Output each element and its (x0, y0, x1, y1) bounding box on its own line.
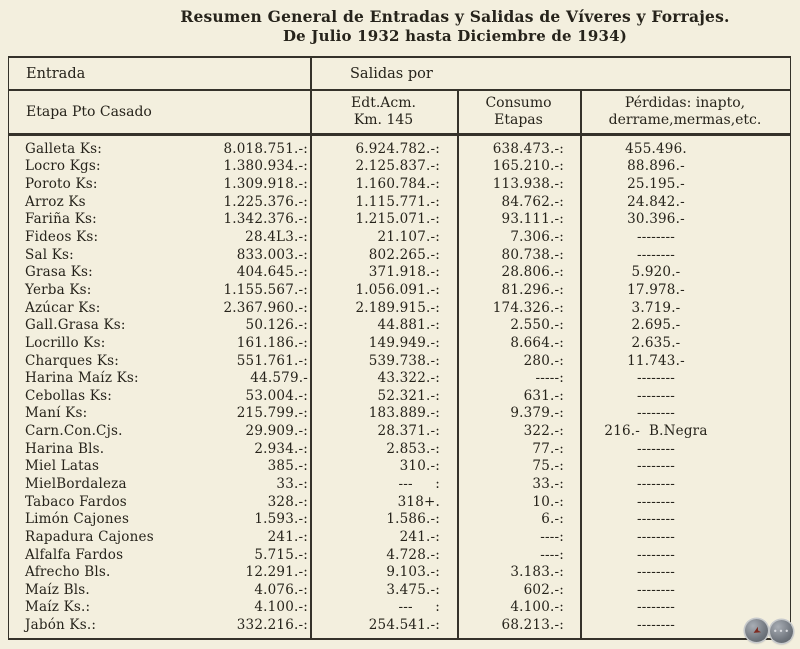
header-consumo-line1: Consumo (485, 95, 552, 111)
header-col-perdidas (580, 91, 790, 133)
row-label: Yerba Ks: (25, 281, 92, 298)
entrada-value: 4.100.-: (254, 599, 308, 616)
row-label: Locro Kgs: (25, 158, 101, 175)
entrada-value: 404.645.-: (236, 264, 308, 281)
row-label: Harina Bls. (25, 440, 105, 457)
table-row (9, 281, 790, 299)
edt-acm-value: 1.215.071.-: (355, 211, 440, 228)
entrada-value: 4.076.-: (254, 581, 308, 598)
header-col-consumo (457, 91, 580, 133)
entrada-value: 332.216.-: (236, 617, 308, 634)
entrada-value: 385.-: (267, 458, 308, 475)
edt-acm-value: 9.103.-: (386, 564, 440, 581)
consumo-value: 113.938.-: (492, 176, 564, 193)
perdidas-value: 24.842.- (627, 193, 685, 210)
table-row (9, 316, 790, 334)
header-edt-line1: Edt.Acm. (351, 95, 416, 111)
perdidas-value: -------- (636, 387, 676, 404)
perdidas-value: 17.978.- (627, 281, 685, 298)
table-row (9, 175, 790, 193)
edt-acm-value: 1.586.-: (386, 511, 440, 528)
row-label: Harina Maíz Ks: (25, 370, 139, 387)
entrada-value: 44.579.- (250, 370, 308, 387)
row-label: Cebollas Ks: (25, 387, 112, 404)
header-row-1 (9, 58, 790, 89)
perdidas-value: -------- (636, 458, 676, 475)
perdidas-value: -------- (636, 546, 676, 563)
consumo-value: 7.306.-: (510, 229, 564, 246)
consumo-value: 4.100.-: (510, 599, 564, 616)
horizontal-rule-2 (9, 133, 790, 136)
row-label: Afrecho Bls. (25, 564, 111, 581)
consumo-value: 81.296.-: (501, 281, 564, 298)
header-perdidas-line1: Pérdidas: inapto, (624, 95, 746, 111)
document-title (110, 7, 800, 46)
consumo-value: ----: (540, 528, 564, 545)
entrada-value: 1.155.567.-: (223, 281, 308, 298)
perdidas-value: 455.496. (625, 140, 687, 157)
edt-acm-value: 371.918.-: (368, 264, 440, 281)
perdidas-value: 216.- B.Negra (604, 423, 708, 440)
entrada-value: 29.909.-: (245, 423, 308, 440)
table-row (9, 228, 790, 246)
consumo-value: 75.-: (532, 458, 564, 475)
entrada-value: 2.934.-: (254, 440, 308, 457)
row-label: Galleta Ks: (25, 140, 102, 157)
edt-acm-value: 1.115.771.-: (355, 193, 440, 210)
consumo-value: 602.-: (523, 581, 564, 598)
row-label: MielBordaleza (25, 475, 127, 492)
table-row (9, 299, 790, 317)
entrada-value: 1.593.-: (254, 511, 308, 528)
edt-acm-value: 3.475.-: (386, 581, 440, 598)
edt-acm-value: 44.881.-: (377, 317, 440, 334)
entrada-value: 33.-: (276, 475, 308, 492)
row-label: Sal Ks: (25, 246, 74, 263)
perdidas-value: -------- (636, 405, 676, 422)
header-entrada: Entrada (26, 65, 86, 82)
entrada-value: 53.004.-: (245, 387, 308, 404)
entrada-value: 551.761.-: (236, 352, 308, 369)
perdidas-value: -------- (636, 581, 676, 598)
consumo-value: 77.-: (532, 440, 564, 457)
entrada-value: 1.380.934.-: (223, 158, 308, 175)
perdidas-value: -------- (636, 440, 676, 457)
consumo-value: 84.762.-: (501, 193, 564, 210)
header-salidas-por: Salidas por (350, 65, 433, 82)
edt-acm-value: 539.738.-: (368, 352, 440, 369)
consumo-value: ----: (540, 546, 564, 563)
entrada-value: 328.-: (267, 493, 308, 510)
table-row (9, 546, 790, 564)
consumo-value: 6.-: (541, 511, 564, 528)
row-label: Maní Ks: (25, 405, 88, 422)
consumo-value: 174.326.-: (492, 299, 564, 316)
edt-acm-value: 43.322.-: (377, 370, 440, 387)
arrow-icon: ➤ (750, 623, 763, 638)
row-label: Rapadura Cajones (25, 528, 154, 545)
edt-acm-value: 241.-: (399, 528, 440, 545)
consumo-value: 8.664.-: (510, 334, 564, 351)
perdidas-value: -------- (636, 370, 676, 387)
table-row (9, 140, 790, 158)
table-row (9, 405, 790, 423)
perdidas-value: 3.719.- (631, 299, 681, 316)
table-row (9, 475, 790, 493)
table-row (9, 263, 790, 281)
edt-acm-value: 52.321.-: (377, 387, 440, 404)
perdidas-value: 11.743.- (627, 352, 685, 369)
edt-acm-value: 318+. (397, 493, 440, 510)
overlay-more-button[interactable] (770, 620, 793, 643)
row-label: Alfalfa Fardos (25, 546, 124, 563)
row-label: Fariña Ks: (25, 211, 97, 228)
consumo-value: 631.-: (523, 387, 564, 404)
entrada-value: 161.186.-: (236, 334, 308, 351)
header-perdidas-line2: derrame,mermas,etc. (608, 112, 762, 128)
edt-acm-value: 2.189.915.-: (355, 299, 440, 316)
table-row (9, 599, 790, 617)
perdidas-value: -------- (636, 493, 676, 510)
edt-acm-value: 310.-: (399, 458, 440, 475)
perdidas-value: -------- (636, 511, 676, 528)
row-label: Gall.Grasa Ks: (25, 317, 126, 334)
entrada-value: 5.715.-: (254, 546, 308, 563)
perdidas-value: 5.920.- (631, 264, 681, 281)
table-body (9, 140, 790, 634)
edt-acm-value: --- : (398, 475, 440, 492)
edt-acm-value: 6.924.782.-: (355, 140, 440, 157)
entrada-value: 241.-: (267, 528, 308, 545)
consumo-value: 93.111.-: (501, 211, 564, 228)
perdidas-value: 2.695.- (631, 317, 681, 334)
perdidas-value: 2.635.- (631, 334, 681, 351)
row-label: Fideos Ks: (25, 229, 99, 246)
perdidas-value: -------- (636, 564, 676, 581)
table-row (9, 158, 790, 176)
title-line-2: De Julio 1932 hasta Diciembre de 1934) (282, 27, 628, 45)
perdidas-value: -------- (636, 475, 676, 492)
ellipsis-icon: ••• (772, 626, 791, 636)
row-label: Carn.Con.Cjs. (25, 423, 123, 440)
entrada-value: 1.309.918.-: (223, 176, 308, 193)
table-row (9, 528, 790, 546)
edt-acm-value: 2.125.837.-: (355, 158, 440, 175)
header-row-2 (9, 91, 790, 133)
row-label: Jabón Ks.: (25, 617, 97, 634)
entrada-value: 2.367.960.-: (223, 299, 308, 316)
entrada-value: 215.799.-: (236, 405, 308, 422)
table-row (9, 510, 790, 528)
entrada-value: 50.126.-: (245, 317, 308, 334)
consumo-value: 68.213.-: (501, 617, 564, 634)
edt-acm-value: 1.056.091.-: (355, 281, 440, 298)
edt-acm-value: 254.541.-: (368, 617, 440, 634)
consumo-value: 28.806.-: (501, 264, 564, 281)
edt-acm-value: 1.160.784.-: (355, 176, 440, 193)
perdidas-value: -------- (636, 599, 676, 616)
header-etapa-label: Etapa Pto Casado (26, 103, 152, 120)
table-row (9, 581, 790, 599)
consumo-value: 10.-: (532, 493, 564, 510)
consumo-value: 322.-: (523, 423, 564, 440)
row-label: Miel Latas (25, 458, 100, 475)
entrada-value: 833.003.-: (236, 246, 308, 263)
row-label: Charques Ks: (25, 352, 120, 369)
row-label: Grasa Ks: (25, 264, 93, 281)
row-label: Maíz Bls. (25, 581, 90, 598)
row-label: Tabaco Fardos (25, 493, 127, 510)
header-edt-line2: Km. 145 (353, 112, 414, 128)
consumo-value: 638.473.-: (492, 140, 564, 157)
table-row (9, 493, 790, 511)
edt-acm-value: 149.949.-: (368, 334, 440, 351)
entrada-value: 1.225.376.-: (223, 193, 308, 210)
perdidas-value: -------- (636, 528, 676, 545)
consumo-value: 9.379.-: (510, 405, 564, 422)
edt-acm-value: 183.889.-: (368, 405, 440, 422)
edt-acm-value: 4.728.-: (386, 546, 440, 563)
entrada-value: 1.342.376.-: (223, 211, 308, 228)
row-label: Limón Cajones (25, 511, 130, 528)
perdidas-value: -------- (636, 229, 676, 246)
table-row (9, 440, 790, 458)
row-label: Azúcar Ks: (25, 299, 101, 316)
consumo-value: 33.-: (532, 475, 564, 492)
edt-acm-value: 802.265.-: (368, 246, 440, 263)
row-label: Maíz Ks.: (25, 599, 91, 616)
table-row (9, 458, 790, 476)
consumo-value: 165.210.-: (492, 158, 564, 175)
edt-acm-value: 2.853.-: (386, 440, 440, 457)
row-label: Arroz Ks (25, 193, 86, 210)
perdidas-value: 30.396.- (627, 211, 685, 228)
perdidas-value: 25.195.- (627, 176, 685, 193)
perdidas-value: 88.896.- (627, 158, 685, 175)
edt-acm-value: 21.107.-: (377, 229, 440, 246)
consumo-value: 3.183.-: (510, 564, 564, 581)
entrada-value: 12.291.-: (245, 564, 308, 581)
table-row (9, 334, 790, 352)
edt-acm-value: --- : (398, 599, 440, 616)
table-row (9, 563, 790, 581)
header-col-edt-acm (310, 91, 457, 133)
table-row (9, 616, 790, 634)
entrada-value: 28.4L3.-: (245, 229, 308, 246)
edt-acm-value: 28.371.-: (377, 423, 440, 440)
title-line-1: Resumen General de Entradas y Salidas de Víveres y Forrajes. (180, 7, 730, 26)
perdidas-value: -------- (636, 246, 676, 263)
consumo-value: 280.-: (523, 352, 564, 369)
consumo-value: 80.738.-: (501, 246, 564, 263)
table-row (9, 211, 790, 229)
overlay-arrow-button[interactable] (745, 619, 768, 642)
table-row (9, 352, 790, 370)
row-label: Locrillo Ks: (25, 334, 106, 351)
summary-table (8, 56, 791, 640)
perdidas-value: -------- (636, 617, 676, 634)
consumo-value: -----: (535, 370, 564, 387)
table-row (9, 246, 790, 264)
header-etapa-pto-casado (9, 91, 310, 133)
row-label: Poroto Ks: (25, 176, 98, 193)
table-row (9, 422, 790, 440)
table-row (9, 387, 790, 405)
entrada-value: 8.018.751.-: (223, 140, 308, 157)
table-row (9, 369, 790, 387)
consumo-value: 2.550.-: (510, 317, 564, 334)
table-row (9, 193, 790, 211)
header-consumo-line2: Etapas (494, 112, 543, 128)
